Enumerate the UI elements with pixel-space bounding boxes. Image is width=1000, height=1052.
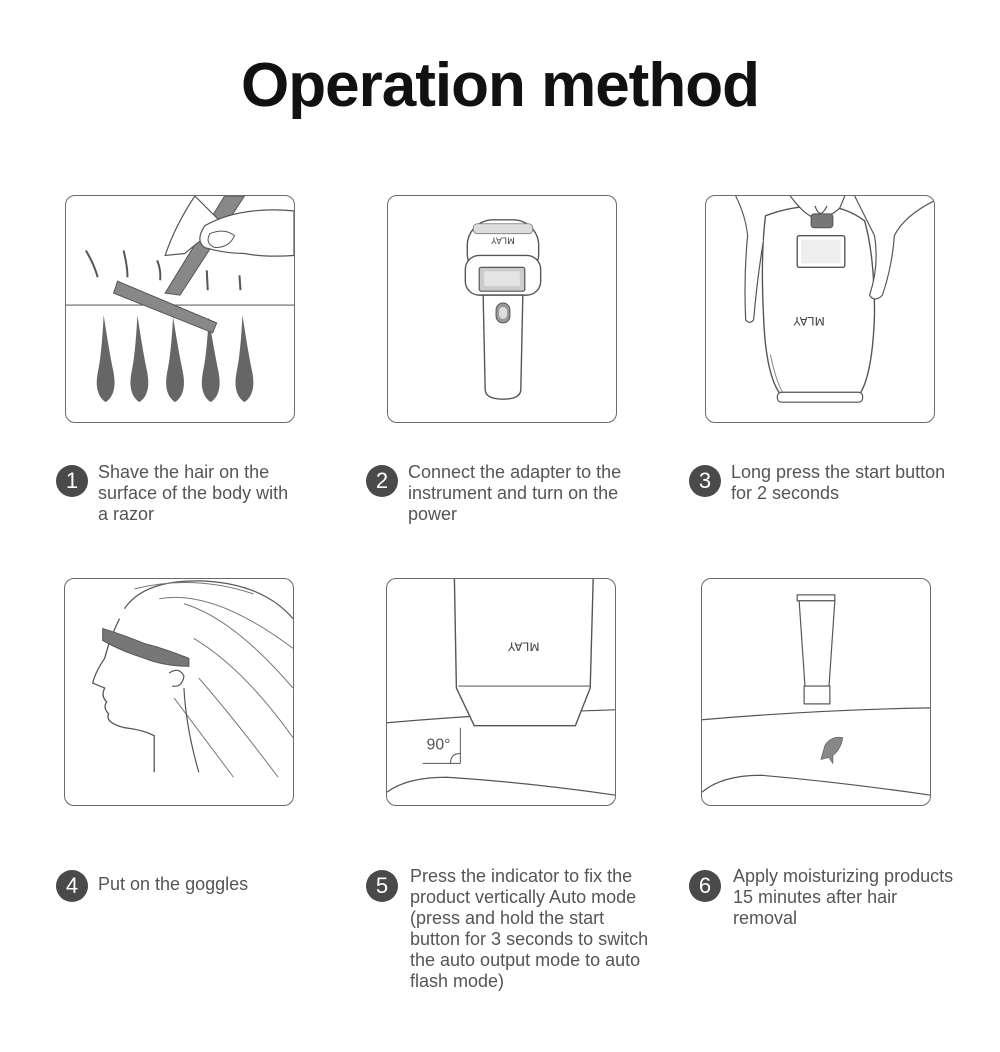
- step-text-line: surface of the body with: [98, 483, 289, 503]
- step-number-badge: 6: [689, 870, 721, 902]
- step-text-line: instrument and turn on the: [408, 483, 619, 503]
- step-text-line: 15 minutes after hair: [733, 887, 898, 907]
- moisturizer-illustration: [702, 579, 930, 805]
- brand-logo-side: MLAY: [508, 639, 540, 654]
- step-number-badge: 4: [56, 870, 88, 902]
- step-text-line: Long press the start button: [731, 462, 946, 482]
- goggles-illustration: [65, 579, 293, 805]
- device-front-illustration: [388, 196, 616, 422]
- brand-logo-back: MLAY: [793, 313, 825, 328]
- step-text: [410, 866, 648, 992]
- step-text: [98, 462, 288, 525]
- illustration-adapter: [387, 195, 617, 423]
- step-text-line: Connect the adapter to the: [408, 462, 622, 482]
- brand-logo: MLAY: [491, 234, 515, 245]
- step-text-line: Press the indicator to fix the: [410, 866, 633, 886]
- illustration-long-press: [705, 195, 935, 423]
- step-4: [56, 870, 326, 902]
- step-1: [56, 462, 326, 525]
- step-6: [689, 866, 989, 929]
- step-text-line: Apply moisturizing products: [733, 866, 954, 886]
- illustration-moisturize: [701, 578, 931, 806]
- step-text-line: removal: [733, 908, 798, 928]
- step-text-line: Shave the hair on the: [98, 462, 270, 482]
- page-title: Operation method: [241, 51, 759, 120]
- step-text-line: button for 3 seconds to switch: [410, 929, 649, 949]
- step-text-line: product vertically Auto mode: [410, 887, 637, 907]
- vertical-placement-illustration: [387, 579, 615, 805]
- step-text: [731, 462, 945, 504]
- step-text-line: a razor: [98, 504, 155, 524]
- illustration-shaving: [65, 195, 295, 423]
- angle-label: 90°: [426, 736, 451, 754]
- step-text-line: (press and hold the start: [410, 908, 605, 928]
- step-number-badge: 5: [366, 870, 398, 902]
- razor-illustration: [66, 196, 294, 422]
- step-text-line: the auto output mode to auto: [410, 950, 641, 970]
- step-text-line: for 2 seconds: [731, 483, 840, 503]
- step-5: [366, 866, 676, 992]
- step-text-line: flash mode): [410, 971, 505, 991]
- step-text: [733, 866, 953, 929]
- device-back-illustration: [706, 196, 934, 422]
- illustration-goggles: [64, 578, 294, 806]
- illustration-vertical: [386, 578, 616, 806]
- step-text-line: power: [408, 504, 458, 524]
- step-text-line: Put on the goggles: [98, 874, 249, 894]
- step-number-badge: 3: [689, 465, 721, 497]
- step-number-badge: 2: [366, 465, 398, 497]
- step-number-badge: 1: [56, 465, 88, 497]
- step-text: [98, 874, 248, 895]
- step-2: [366, 462, 666, 525]
- step-3: [689, 462, 989, 504]
- step-text: [408, 462, 621, 525]
